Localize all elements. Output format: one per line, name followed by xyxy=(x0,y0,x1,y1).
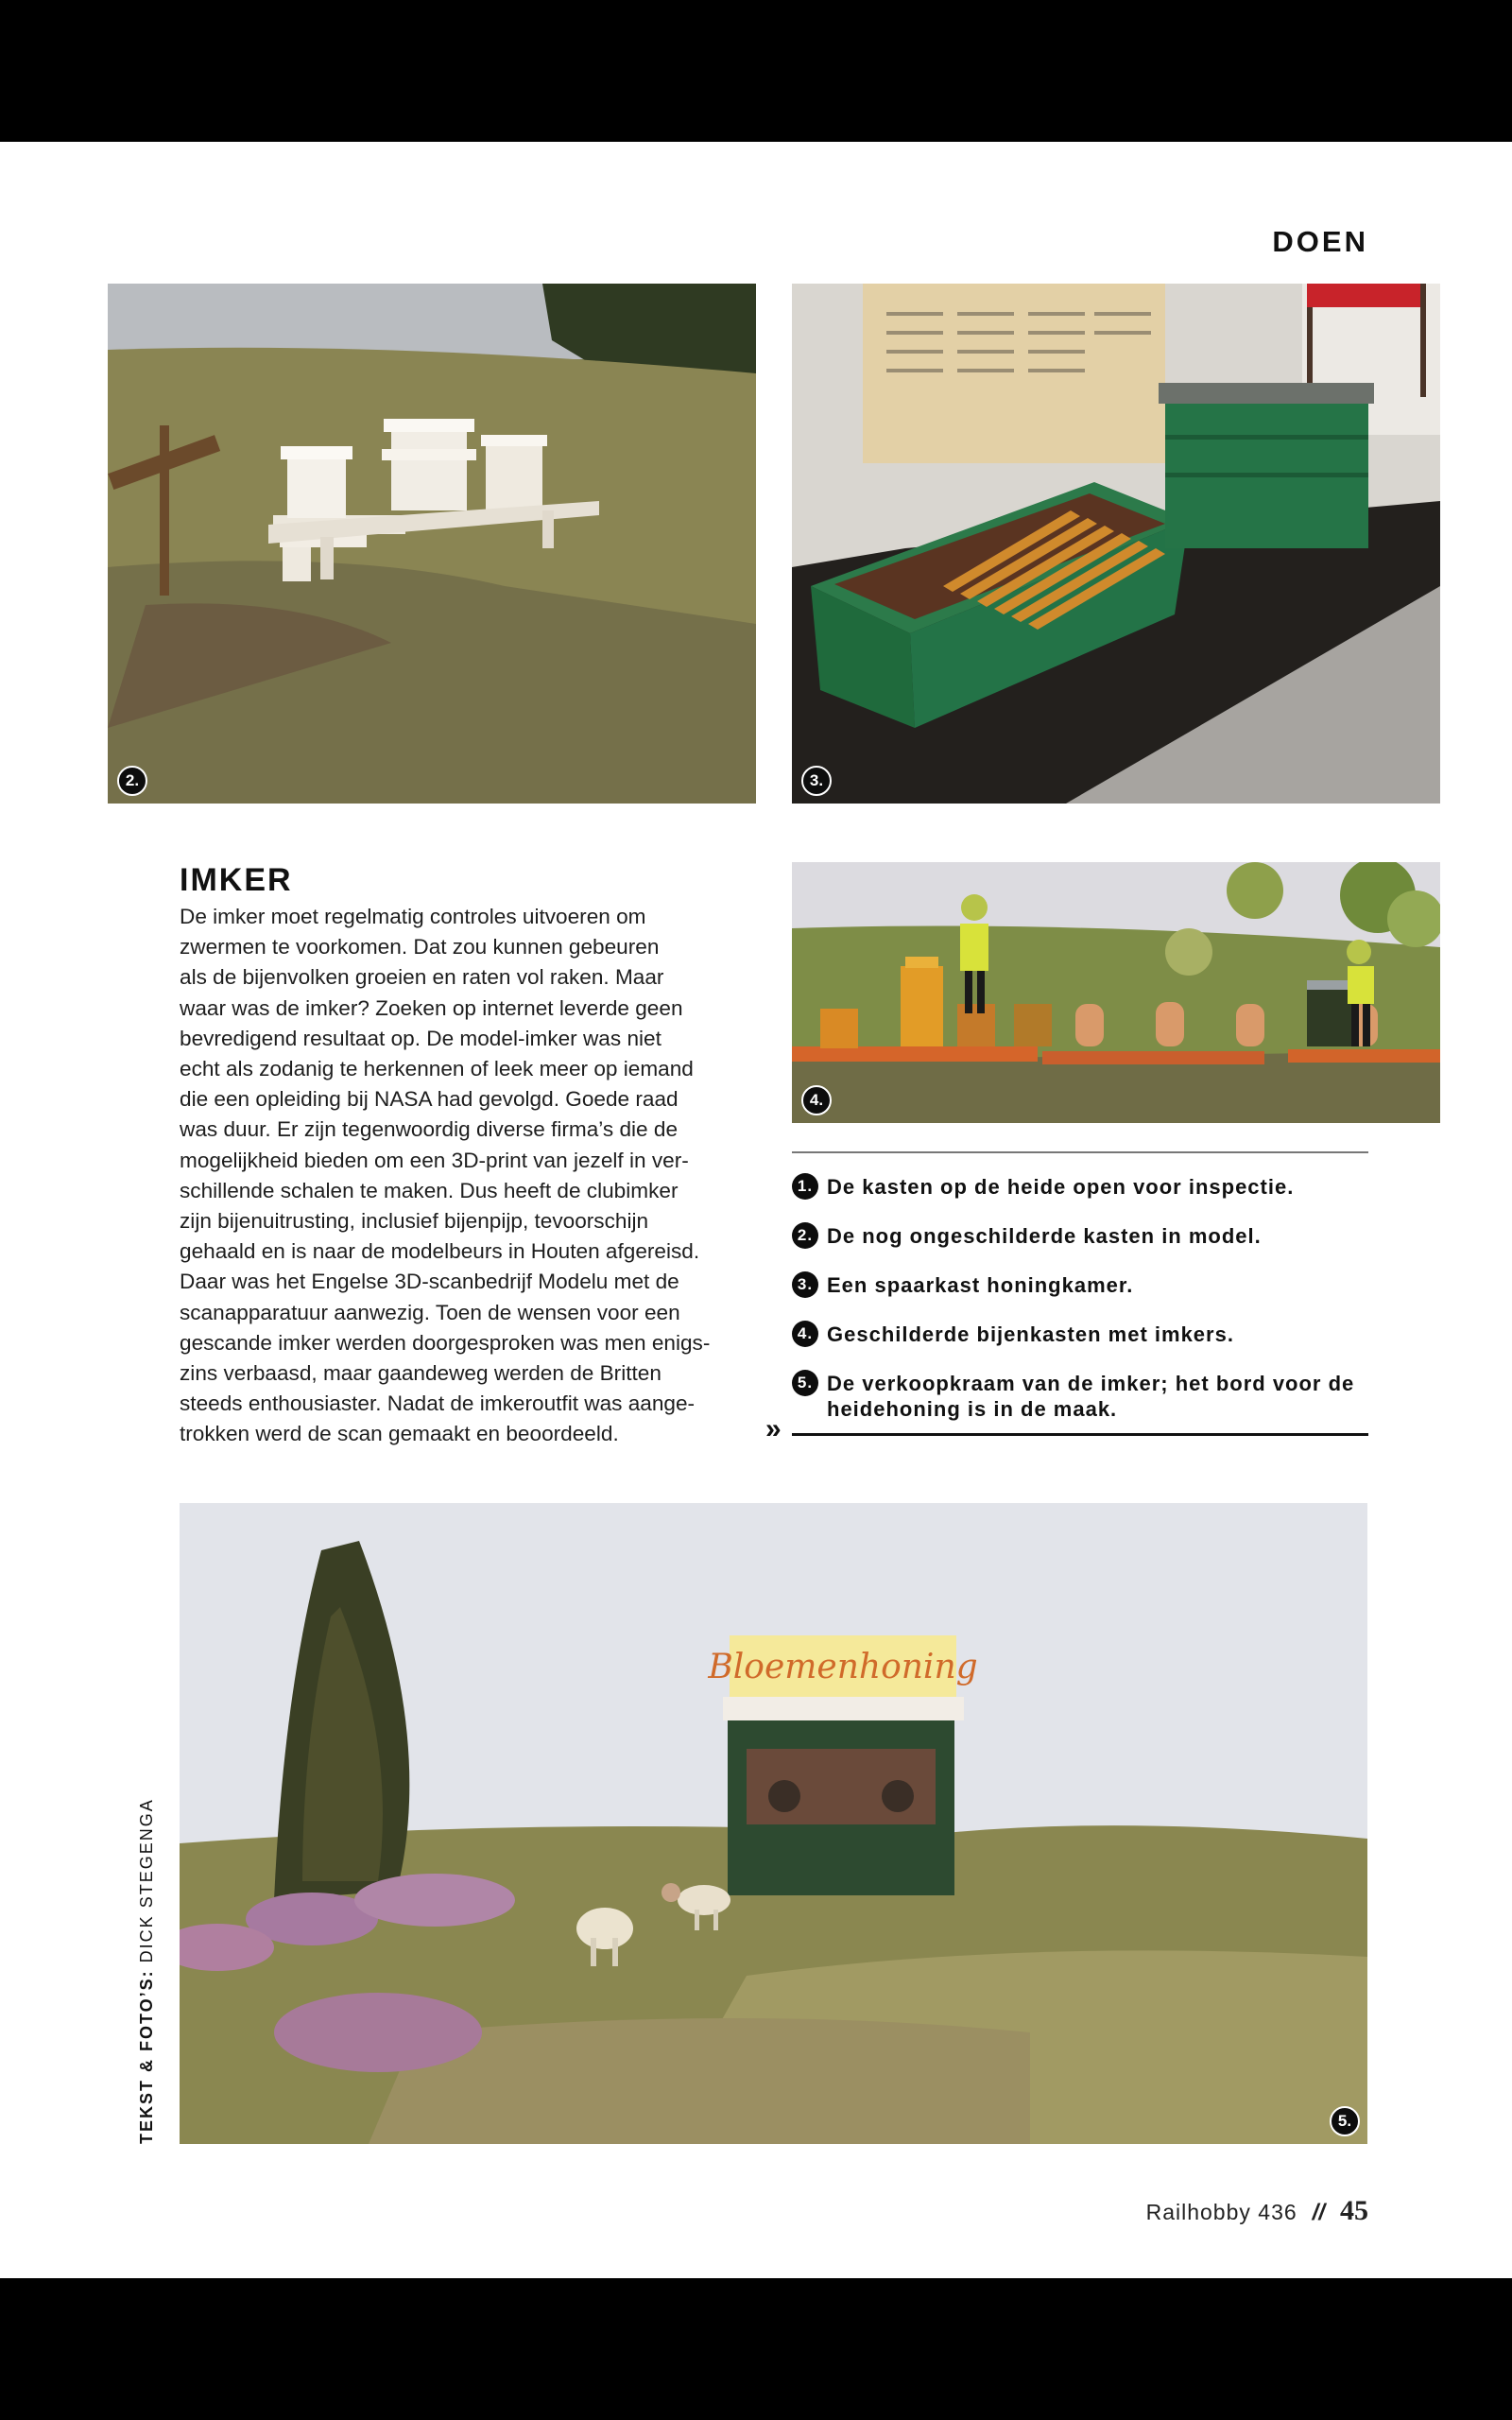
photo-number-badge: 5. xyxy=(1330,2106,1360,2136)
photo-number-badge: 4. xyxy=(801,1085,832,1115)
section-label: DOEN xyxy=(1272,225,1368,258)
caption-item xyxy=(792,1223,1368,1249)
caption-text: Een spaarkast honingkamer. xyxy=(827,1273,1134,1297)
caption-text: De kasten op de heide open voor inspectie. xyxy=(827,1175,1295,1199)
caption-text: De nog ongeschilderde kasten in model. xyxy=(827,1224,1262,1248)
photo-painted-hives xyxy=(792,862,1440,1123)
caption-item xyxy=(792,1174,1368,1200)
photo-honey-chamber xyxy=(792,284,1440,804)
caption-item xyxy=(792,1272,1368,1298)
caption-list xyxy=(792,1151,1368,1436)
caption-number: 5. xyxy=(792,1370,818,1396)
photo-credit xyxy=(137,1798,157,2144)
article-heading: IMKER xyxy=(180,862,293,898)
article-body: De imker moet regelmatig controles uitvoeren om zwermen te voorkomen. Dat zou kunnen gebeuren als de bijenvolken groeien en raten vol raken. Maar waar was de imker? Zoeken op internet leverde geen bevredigend resultaat op. De model-imker was niet echt als zodanig te herkennen of leek meer op iemand die een opleiding bij NASA had gevolgd. Goede raad was duur. Er zijn tegenwoordig diverse firma’s die de mogelijkheid bieden om een 3D-print van jezelf in ver- schillende schalen te maken. Dus heeft de clubimker zijn bijenuitrusting, inclusief bijenpijp, tevoorschijn gehaald en is naar de modelbeurs in Houten afgereisd. Daar was het Engelse 3D-scanbedrijf Modelu met de scanapparatuur aanwezig. Toen de wensen voor een gescande imker werden doorgesproken was men enigs- zins verbaasd, maar gaandeweg werden de Britten steeds enthousiaster. Nadat de imkeroutfit was aange- trokken werd de scan gemaakt en beoordeeld. xyxy=(180,905,711,1446)
caption-text: Geschilderde bijenkasten met imkers. xyxy=(827,1322,1234,1346)
caption-number: 4. xyxy=(792,1321,818,1347)
magazine-issue: Railhobby 436 xyxy=(1145,2200,1297,2224)
footer-separator: // xyxy=(1312,2200,1325,2225)
caption-item xyxy=(792,1322,1368,1347)
caption-text: De verkoopkraam van de imker; het bord voor de heidehoning is in de maak. xyxy=(827,1372,1355,1421)
photo-unpainted-hives xyxy=(108,284,756,804)
caption-number: 2. xyxy=(792,1222,818,1249)
photo-number-badge: 3. xyxy=(801,766,832,796)
continue-marker: » xyxy=(765,1413,782,1444)
caption-number: 3. xyxy=(792,1271,818,1298)
credit-label: TEKST & FOTO’S: xyxy=(137,1969,156,2144)
page-footer xyxy=(1146,2195,1368,2227)
caption-number: 1. xyxy=(792,1173,818,1200)
credit-name: DICK STEGENGA xyxy=(137,1798,156,1963)
magazine-page xyxy=(0,142,1512,2278)
stall-sign-text: Bloemenhoning xyxy=(708,1648,978,1686)
page-number: 45 xyxy=(1340,2195,1368,2226)
photo-honey-stall xyxy=(180,1503,1367,2144)
caption-item xyxy=(792,1371,1368,1422)
photo-number-badge: 2. xyxy=(117,766,147,796)
